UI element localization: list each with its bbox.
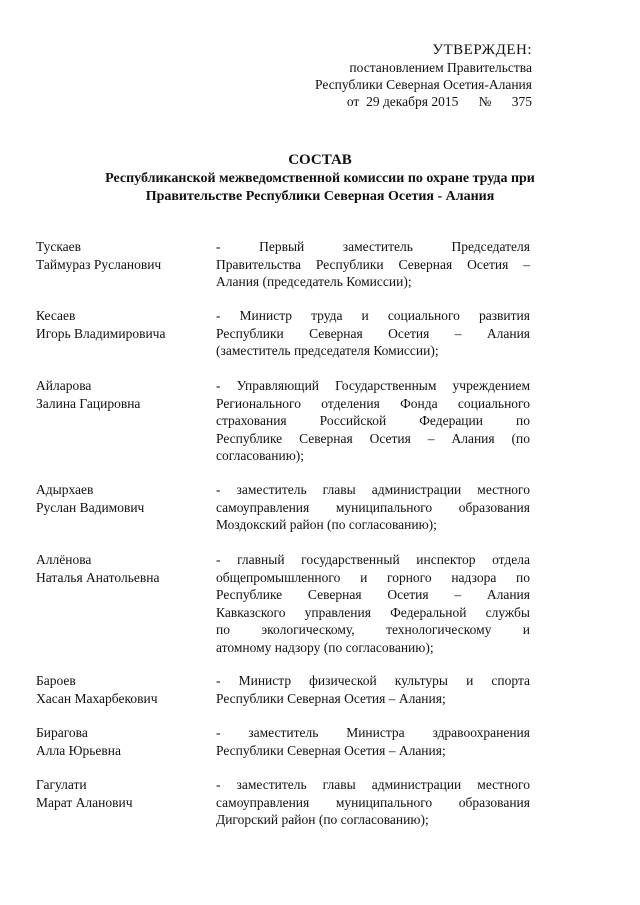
member-role-line: атомному надзору (по согласованию); <box>216 639 434 655</box>
member-role-line: Правительства Республики Северная Осетия – <box>216 256 530 272</box>
member-surname: Айларова <box>36 378 92 393</box>
document-title: СОСТАВ <box>288 152 352 168</box>
member-role <box>216 238 530 291</box>
member-name <box>36 551 211 586</box>
member-given-names: Залина Гацировна <box>36 395 141 411</box>
member-role-line: - заместитель главы администрации местного <box>216 482 530 497</box>
member-role <box>216 481 530 534</box>
member-given-names: Игорь Владимировича <box>36 325 166 341</box>
member-role-line: Кавказского управления Федеральной службы <box>216 604 530 620</box>
member-role-line: - главный государственный инспектор отдела <box>216 552 530 567</box>
member-role <box>216 307 530 360</box>
member-role <box>216 551 530 656</box>
number-sign: № <box>478 94 492 109</box>
member-given-names: Марат Аланович <box>36 794 133 810</box>
document-heading <box>40 150 600 206</box>
member-role-line: самоуправления муниципального образования <box>216 794 530 810</box>
member-role-line: Республики Северная Осетия – Алания; <box>216 742 446 758</box>
member-role-line: - Министр труда и социального развития <box>216 308 530 323</box>
member-role <box>216 776 530 829</box>
member-role-line: страхования Российской Федерации по <box>216 413 530 428</box>
approval-title: УТВЕРЖДЕН: <box>432 42 532 58</box>
member-given-names: Хасан Махарбекович <box>36 690 158 706</box>
member-surname: Бароев <box>36 673 76 688</box>
member-given-names: Руслан Вадимович <box>36 499 145 515</box>
member-role-line: согласованию); <box>216 448 305 463</box>
member-name <box>36 672 211 707</box>
member-role-line: - Управляющий Государственным учреждением <box>216 378 530 393</box>
member-name <box>36 481 211 516</box>
member-given-names: Таймураз Русланович <box>36 256 162 272</box>
member-role-line: Республике Северная Осетия – Алания <box>216 587 530 602</box>
member-name <box>36 238 211 273</box>
member-role-line: Моздокский район (по согласованию); <box>216 517 437 532</box>
member-role-line: по экологическому, технологическому и <box>216 622 530 637</box>
member-role-line: самоуправления муниципального образования <box>216 499 530 515</box>
member-role-line: - заместитель главы администрации местного <box>216 777 530 792</box>
member-role-line: Дигорский район (по согласованию); <box>216 812 429 827</box>
member-role-line: Республике Северная Осетия – Алания (по <box>216 430 530 446</box>
member-surname: Кесаев <box>36 308 76 323</box>
member-given-names: Алла Юрьевна <box>36 742 121 758</box>
member-role <box>216 724 530 759</box>
member-surname: Тускаев <box>36 239 82 254</box>
member-role-line: (заместитель председателя Комиссии); <box>216 343 439 358</box>
approval-line-1: постановлением Правительства <box>349 60 532 75</box>
member-role-line: - Министр физической культуры и спорта <box>216 673 530 688</box>
member-name <box>36 776 211 811</box>
approval-stamp <box>315 42 532 110</box>
member-name <box>36 307 211 342</box>
heading-line-1: Республиканской межведомственной комиссии по охране труда при <box>105 171 535 186</box>
member-role-line: Республики Северная Осетия – Алания <box>216 325 530 341</box>
member-given-names: Наталья Анатольевна <box>36 569 160 585</box>
approval-date-line <box>315 93 532 110</box>
member-surname: Адырхаев <box>36 482 94 497</box>
member-role-line: общепромышленного и горного надзора по <box>216 569 530 585</box>
resolution-number: 375 <box>511 94 532 109</box>
date-prefix: от <box>346 94 360 109</box>
member-role-line: Регионального отделения Фонда социального <box>216 395 530 411</box>
member-role-line: - Первый заместитель Председателя <box>216 239 530 254</box>
member-role-line: Алания (председатель Комиссии); <box>216 274 412 289</box>
member-surname: Гагулати <box>36 777 87 792</box>
member-name <box>36 724 211 759</box>
member-role <box>216 672 530 707</box>
member-surname: Аллёнова <box>36 552 92 567</box>
member-role-line: - заместитель Министра здравоохранения <box>216 725 530 740</box>
approval-date: 29 декабря 2015 <box>366 94 459 109</box>
member-role-line: Республики Северная Осетия – Алания; <box>216 690 446 706</box>
approval-line-2: Республики Северная Осетия-Алания <box>315 77 532 92</box>
member-surname: Бирагова <box>36 725 88 740</box>
member-name <box>36 377 211 412</box>
heading-line-2: Правительстве Республики Северная Осетия - Алания <box>145 189 495 204</box>
member-role <box>216 377 530 465</box>
